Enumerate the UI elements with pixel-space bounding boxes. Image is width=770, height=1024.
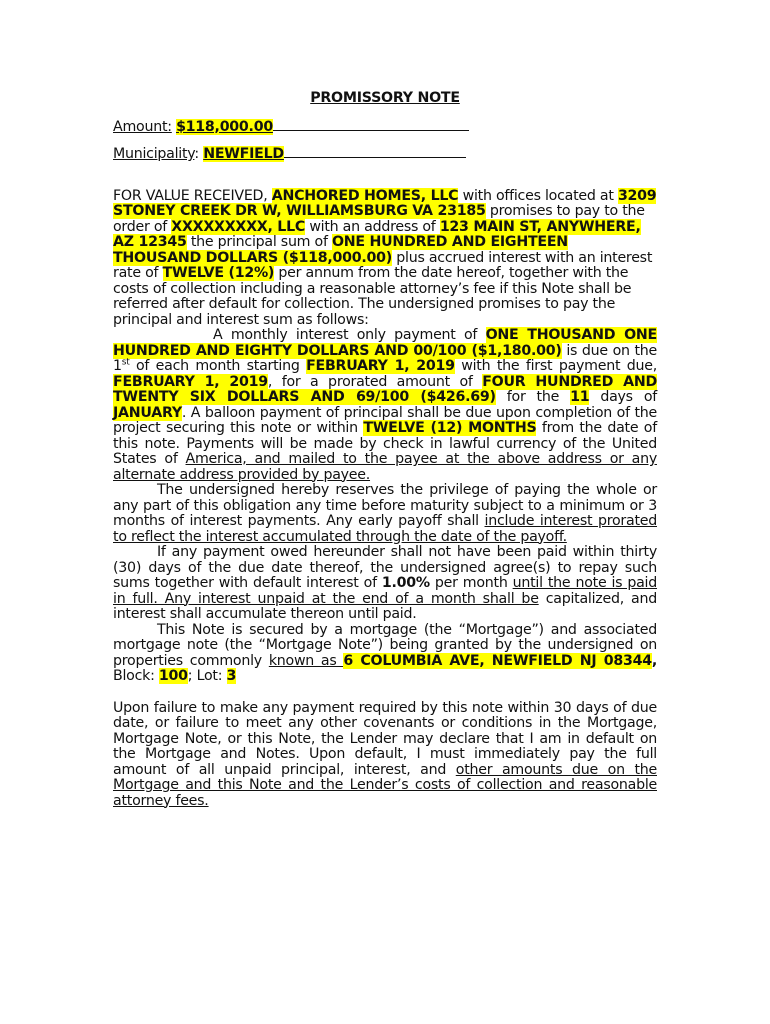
municipality-blank-line <box>284 144 466 158</box>
text: This Note is secured by a mortgage (the “Mortgage”) and associated mortgage note (the “Mortgage Note”) being granted by the undersigned on properties commonly <box>113 621 657 669</box>
prorated-days: 11 <box>570 389 590 405</box>
spacer <box>113 172 657 189</box>
municipality-label: Municipality <box>113 146 195 162</box>
municipality-field <box>113 144 657 163</box>
monthly-payment: ONE THOUSAND ONE HUNDRED AND EIGHTY DOLLARS AND 00/100 ($1,180.00) <box>113 327 657 359</box>
text: per annum from the date hereof, together with the costs of collection including a reasonable attorney’s fee if this Note shall be referred after default for collection. The undersigned promises to pay the principal and interest sum as follows: <box>113 265 632 328</box>
text: promises to pay to the order of <box>113 203 645 235</box>
prorated-month: JANUARY <box>113 404 182 421</box>
text: capitalized, and interest shall accumulate thereon until paid. <box>113 590 657 622</box>
amount-blank-line <box>273 117 469 131</box>
paragraph-default <box>113 701 657 810</box>
paragraph-default-interest <box>113 545 657 623</box>
text: from the date of this note. Payments will be made by check in lawful currency of the United States of <box>113 420 657 467</box>
text: ; Lot: <box>187 668 227 684</box>
text: with an address of <box>305 218 440 235</box>
prorated-amount: FOUR HUNDRED AND TWENTY SIX DOLLARS AND 69/100 ($426.69) <box>113 373 658 405</box>
paragraph-prepayment <box>113 483 657 545</box>
interest-rate: TWELVE (12%) <box>162 265 275 281</box>
property-address: 6 COLUMBIA AVE, NEWFIELD NJ 08344 <box>343 652 652 669</box>
text: per month <box>429 575 513 591</box>
page-title: PROMISSORY NOTE <box>310 90 460 106</box>
municipality-colon: : <box>194 146 199 162</box>
block-number: 100 <box>158 668 188 684</box>
text: days of <box>589 389 658 405</box>
borrower-name: ANCHORED HOMES, LLC <box>271 187 459 204</box>
text: until the note is paid in full. Any interest unpaid at the end of a month shall be <box>113 575 658 607</box>
text: , <box>651 652 657 669</box>
amount-value: $118,000.00 <box>176 118 273 135</box>
text: FOR VALUE RECEIVED, <box>113 187 272 204</box>
text: the principal sum of <box>186 234 332 250</box>
text: is due on the 1 <box>113 342 657 374</box>
text: include interest prorated to reflect the interest accumulated through the date of the payoff. <box>113 513 657 545</box>
text: with offices located at <box>458 187 618 204</box>
lender-address: 123 MAIN ST, ANYWHERE, AZ 12345 <box>113 218 641 250</box>
text: A monthly interest only payment of <box>213 327 486 343</box>
text: The undersigned hereby reserves the privilege of paying the whole or any part of this obligation any time before maturity subject to a minimum or 3 months of interest payments. Any early payoff shall <box>113 482 657 529</box>
lender-name: XXXXXXXXX, LLC <box>171 218 306 235</box>
first-due-date: FEBRUARY 1, 2019 <box>113 373 268 390</box>
text: for the <box>495 389 571 405</box>
text: known as <box>268 652 344 669</box>
principal-amount: ONE HUNDRED AND EIGHTEEN THOUSAND DOLLARS ($118,000.00) <box>113 234 568 266</box>
amount-label: Amount: <box>113 118 172 135</box>
start-date: FEBRUARY 1, 2019 <box>306 358 455 374</box>
text: of each month starting <box>129 358 307 374</box>
text: America, and mailed to the payee at the above address or any alternate address provided by payee. <box>113 451 657 483</box>
text: . A balloon payment of principal shall be due upon completion of the project securing this note or within <box>113 404 657 436</box>
text: If any payment owed hereunder shall not have been paid within thirty (30) days of the due date thereof, the undersigned agree(s) to repay such sums together with default interest of <box>113 544 657 591</box>
lot-number: 3 <box>226 668 237 684</box>
text: , for a prorated amount of <box>267 373 483 390</box>
spacer <box>113 685 657 701</box>
promissory-note <box>113 91 657 809</box>
amount-field <box>113 117 657 136</box>
default-rate: 1.00% <box>381 575 430 591</box>
paragraph-payments <box>113 328 657 483</box>
borrower-address: 3209 STONEY CREEK DR W, WILLIAMSBURG VA 23185 <box>113 187 657 219</box>
text: Block: <box>113 668 159 684</box>
text: other amounts due on the Mortgage and this Note and the Lender’s costs of collection and reasonable attorney fees. <box>113 761 657 809</box>
municipality-value: NEWFIELD <box>203 146 284 162</box>
text: plus accrued interest with an interest rate of <box>113 249 653 281</box>
loan-term: TWELVE (12) MONTHS <box>363 420 537 436</box>
superscript: st <box>121 357 130 368</box>
paragraph-parties <box>113 189 657 329</box>
paragraph-security <box>113 623 657 685</box>
text: with the first payment due, <box>454 358 657 374</box>
text: Upon failure to make any payment required by this note within 30 days of due date, or failure to meet any other covenants or conditions in the Mortgage, Mortgage Note, or this Note, the Lender may declare that I am in default on the Mortgage and Notes. Upon default, I must immediately pay the full amount of all unpaid principal, interest, and <box>113 699 657 778</box>
